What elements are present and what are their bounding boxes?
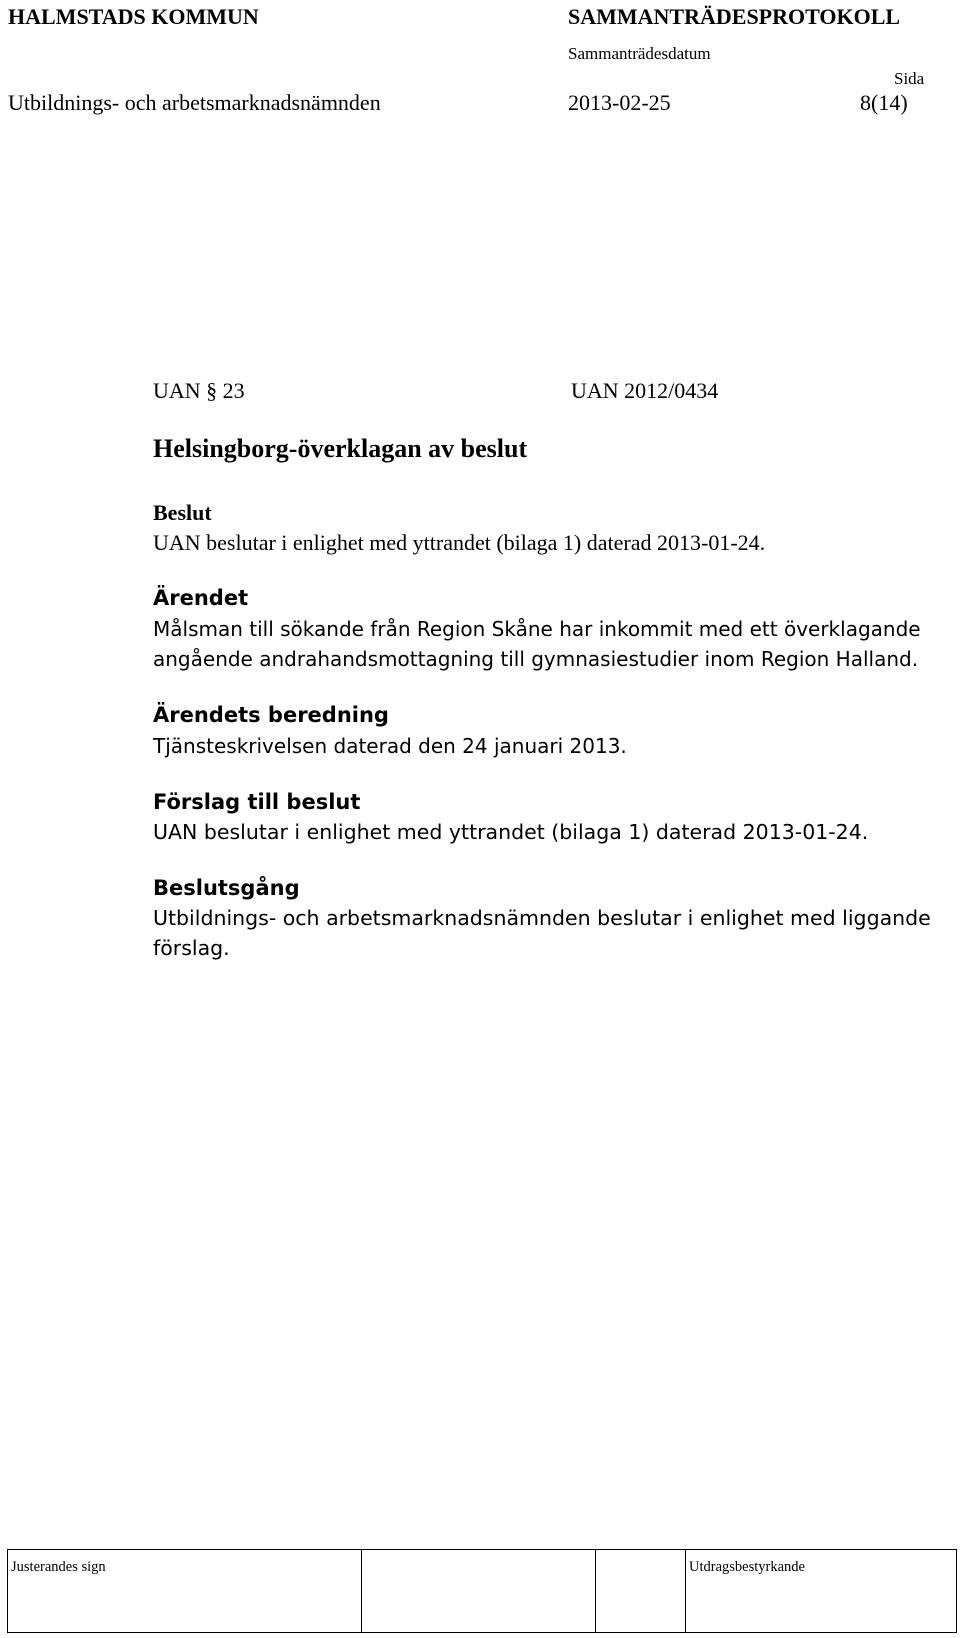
committee-name: Utbildnings- och arbetsmarknadsnämnden	[8, 90, 381, 115]
beredning-text: Tjänsteskrivelsen daterad den 24 januari 2013.	[153, 734, 627, 758]
arendet-text-line-1: Målsman till sökande från Region Skåne har inkommit med ett överklagande	[153, 617, 921, 641]
arendet-heading: Ärendet	[153, 586, 249, 610]
beslutsgang-text-line-2: förslag.	[153, 936, 230, 960]
case-paragraph: UAN § 23	[153, 378, 245, 403]
arendet-text-line-2: angående andrahandsmottagning till gymnasiestudier inom Region Halland.	[153, 647, 919, 671]
beslut-text: UAN beslutar i enlighet med yttrandet (bilaga 1) daterad 2013-01-24.	[153, 530, 766, 555]
signature-cell-2	[362, 1550, 596, 1632]
beslutsgang-heading: Beslutsgång	[153, 876, 300, 900]
case-number: UAN 2012/0434	[571, 378, 719, 403]
justerandes-sign-label: Justerandes sign	[11, 1559, 106, 1575]
beslut-heading: Beslut	[153, 500, 212, 525]
forslag-heading: Förslag till beslut	[153, 790, 361, 814]
signature-table	[7, 1549, 957, 1633]
page-number: 8(14)	[860, 90, 908, 115]
forslag-text: UAN beslutar i enlighet med yttrandet (bilaga 1) daterad 2013-01-24.	[153, 820, 869, 844]
case-title: Helsingborg-överklagan av beslut	[153, 434, 528, 463]
utdragsbestyrkande-label: Utdragsbestyrkande	[689, 1559, 805, 1575]
meeting-date: 2013-02-25	[568, 90, 671, 115]
document-type: SAMMANTRÄDESPROTOKOLL	[568, 4, 901, 29]
meeting-date-label: Sammanträdesdatum	[568, 44, 711, 63]
beslutsgang-text-line-1: Utbildnings- och arbetsmarknadsnämnden beslutar i enlighet med liggande	[153, 906, 931, 930]
page-label: Sida	[894, 69, 925, 88]
justerandes-sign-cell	[8, 1550, 362, 1632]
utdragsbestyrkande-cell	[686, 1550, 956, 1632]
organization-name: HALMSTADS KOMMUN	[8, 4, 259, 29]
beredning-heading: Ärendets beredning	[153, 703, 389, 727]
signature-cell-3	[596, 1550, 686, 1632]
